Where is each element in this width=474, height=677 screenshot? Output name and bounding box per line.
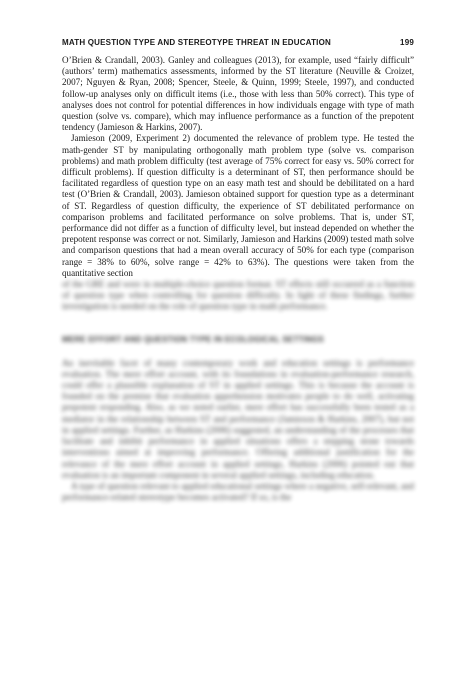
paragraph-question-type: A type of question relevant to applied educational settings where a negative, self-relevant, and performance-related stereotype becomes activated? If so, is the [62, 480, 414, 503]
paragraph-jamieson-tail: of the GRE and were in multiple-choice question format. ST effects still occurred as a function of question type when controlling for question difficulty. In light of these findings, further investigation is needed on the role of question type in math performance. [62, 279, 414, 312]
running-head-title: MATH QUESTION TYPE AND STEREOTYPE THREAT IN EDUCATION [62, 38, 331, 47]
paragraph-jamieson: Jamieson (2009, Experiment 2) documented the relevance of problem type. He tested the math-gender ST by manipulating orthogonally math problem type (solve vs. comparison problems) and math problem difficulty (test average of 75% correct for easy vs. 50% correct for difficult problems). If question difficulty is a determinant of ST, then performance should be facilitated regardless of question type on an easy math test and should be debilitated on a hard test (O’Brien & Crandall, 2003). Jamieson obtained support for question type as a determinant of ST. Regardless of question difficulty, the experience of ST debilitated performance on comparison problems and facilitated performance on solve problems. That is, under ST, performance did not differ as a function of difficulty level, but instead depended on whether the prepotent response was correct or not. Similarly, Jamieson and Harkins (2009) tested math solve and comparison questions that had a mean overall accuracy of 50% for each type (comparison range = 38% to 60%, solve range = 42% to 63%). The questions were taken from the quantitative section [62, 133, 414, 278]
paragraph-mere-effort: An inevitable facet of many contemporary work and education settings is performance evaluation. The mere effort account, with its foundations in evaluation-performance research, could offer a plausible explanation of ST in applied settings. This is because the account is founded on the premise that evaluation apprehension motivates people to do well, activating prepotent responding. Also, as we noted earlier, mere effort has successfully been tested as a mediator in the relationship between ST and performance (Jamieson & Harkins, 2007), but not in applied settings. Further, as Harkins (2006) suggested, an understanding of the processes that facilitate and inhibit performance in applied situations offers a stepping stone towards interventions aimed at improving performance. Offering additional justification for the relevance of the mere effort account in applied settings, Harkins (2006) pointed out that evaluation is an important component in several applied settings, including education. [62, 357, 414, 480]
section-heading: MERE EFFORT AND QUESTION TYPE IN ECOLOGICAL SETTINGS [62, 334, 324, 344]
page-number: 199 [400, 38, 414, 47]
blurred-region [62, 279, 414, 503]
running-head [62, 38, 414, 47]
paragraph-continued: O’Brien & Crandall, 2003). Ganley and colleagues (2013), for example, used “fairly difficult” (authors’ term) mathematics assessments, informed by the ST literature (Neuville & Croizet, 2007; Nguyen & Ryan, 2008; Spencer, Steele, & Quinn, 1999; Steele, 1997), and conducted follow-up analyses only on difficult items (i.e., those with less than 50% correct). This type of analyses does not control for potential differences in how individuals engage with type of math question (solve vs. compare), which may influence performance as a function of the prepotent tendency (Jamieson & Harkins, 2007). [62, 55, 414, 133]
document-page [62, 38, 414, 503]
